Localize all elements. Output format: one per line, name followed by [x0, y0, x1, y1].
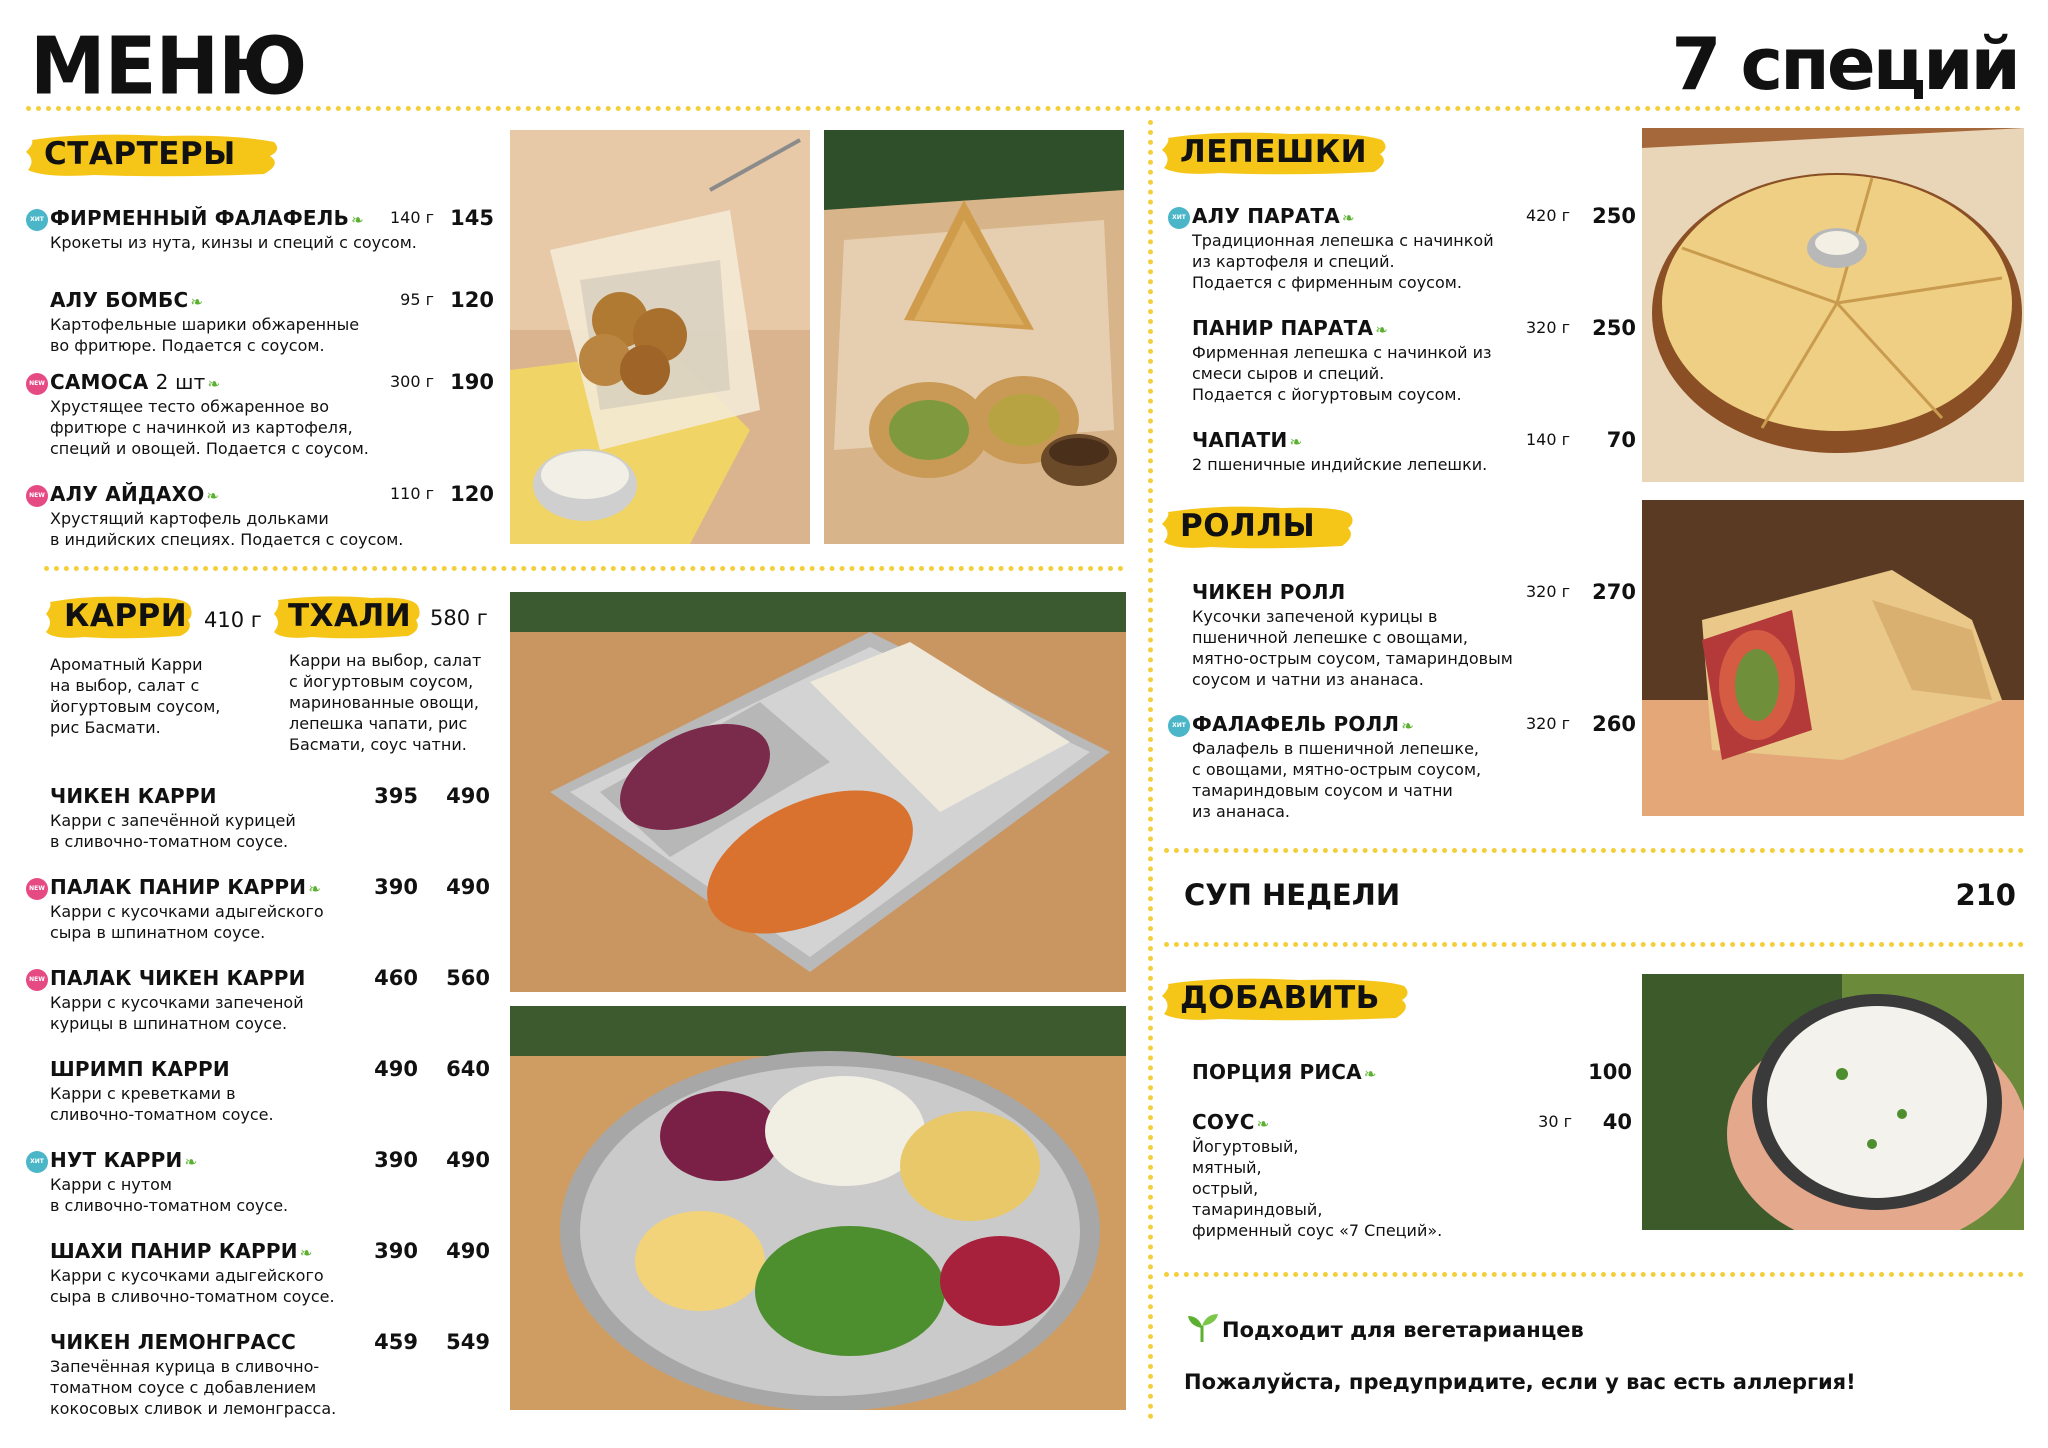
menu-item-name: [50, 1237, 312, 1267]
curry-price: 390: [374, 1148, 418, 1172]
leaf-icon: ❧: [308, 880, 321, 898]
desc-line: Хрустящее тесто обжаренное во: [50, 397, 330, 416]
curry-price: 390: [374, 1239, 418, 1263]
menu-item: [1172, 710, 1636, 822]
thali-price: 490: [446, 784, 490, 808]
menu-item-name: [50, 964, 306, 992]
menu-item-header: [50, 782, 490, 810]
menu-item-header: [29, 480, 494, 508]
allergy-note: Пожалуйста, предупридите, если у вас есть аллергия!: [1184, 1370, 1856, 1394]
menu-item-title: ЧИКЕН КАРРИ: [50, 784, 217, 808]
starters-divider: [44, 566, 1124, 571]
menu-item: [29, 964, 490, 1034]
menu-item: [50, 1328, 490, 1419]
desc-line: маринованные овощи,: [289, 693, 479, 712]
menu-item-weight: 320 г: [1525, 714, 1570, 733]
thali-price: 490: [446, 875, 490, 899]
menu-item-header: [29, 873, 490, 901]
desc-line: фритюре с начинкой из картофеля,: [50, 418, 353, 437]
thali-plate-photo: [510, 1006, 1126, 1410]
leaf-icon: ❧: [1363, 1065, 1377, 1083]
menu-item-price: 100: [1588, 1060, 1632, 1084]
leaf-icon: ❧: [184, 1153, 198, 1171]
menu-item-name: [1192, 202, 1355, 232]
menu-item: [50, 1237, 490, 1307]
menu-item-header: [50, 1055, 490, 1083]
thali-weight: 580 г: [430, 606, 488, 630]
menu-item-header: [29, 368, 494, 396]
curry-description: [50, 654, 250, 738]
new-badge: NEW: [26, 878, 48, 900]
roll-photo: [1642, 500, 2024, 816]
menu-item-header: [50, 286, 494, 314]
menu-item: [29, 368, 494, 459]
desc-line: острый,: [1192, 1179, 1259, 1198]
leaf-icon: ❧: [1401, 717, 1414, 735]
menu-item-title: АЛУ АЙДАХО: [50, 482, 205, 506]
menu-item-header: [50, 1328, 490, 1356]
desc-line: Фирменная лепешка с начинкой из: [1192, 343, 1492, 362]
menu-item-name: [50, 782, 217, 810]
menu-item-name: [50, 286, 203, 316]
menu-item-header: [1192, 426, 1636, 454]
menu-item-title: АЛУ ПАРАТА: [1192, 204, 1340, 228]
section-starters-header: [24, 130, 286, 180]
menu-item-description: [50, 396, 494, 459]
section-flatbreads-header: [1160, 128, 1390, 178]
menu-item-price: 270: [1592, 580, 1636, 604]
menu-item-header: [1192, 578, 1636, 606]
desc-line: Хрустящий картофель дольками: [50, 509, 329, 528]
desc-line: тамариндовым соусом и чатни: [1192, 781, 1453, 800]
menu-item-price: 250: [1592, 316, 1636, 340]
samosa-photo: [824, 130, 1124, 544]
rice-bowl-photo: [1642, 974, 2024, 1230]
desc-line: рис Басмати.: [50, 718, 161, 737]
menu-item-price: 40: [1602, 1110, 1632, 1134]
menu-item: [29, 873, 490, 943]
menu-item-description: [50, 992, 490, 1034]
desc-line: Карри с нутом: [50, 1175, 172, 1194]
menu-item-weight: 300 г: [389, 372, 434, 391]
leaf-icon: ❧: [299, 1244, 313, 1262]
menu-item-weight: 140 г: [389, 208, 434, 227]
menu-item-title: СОУС: [1192, 1110, 1255, 1134]
menu-item-weight: 95 г: [400, 290, 434, 309]
menu-item-name: [1192, 426, 1302, 456]
leaf-icon: [1184, 1312, 1220, 1342]
desc-line: специй и овощей. Подается с соусом.: [50, 439, 369, 458]
leaf-icon: ❧: [1256, 1115, 1270, 1133]
desc-line: соусом и чатни из ананаса.: [1192, 670, 1424, 689]
menu-item-title: ЧИКЕН РОЛЛ: [1192, 580, 1346, 604]
desc-line: сливочно-томатном соусе.: [50, 1105, 274, 1124]
menu-item-description: [50, 810, 490, 852]
menu-item-name: [1192, 578, 1346, 606]
menu-item-name: [1192, 710, 1414, 740]
thali-price: 490: [446, 1239, 490, 1263]
menu-item-price: 120: [450, 482, 494, 506]
desc-line: Йогуртовый,: [1192, 1137, 1299, 1156]
desc-line: на выбор, салат с: [50, 676, 200, 695]
thali-price: 490: [446, 1148, 490, 1172]
desc-line: Карри на выбор, салат: [289, 651, 482, 670]
thali-price: 640: [446, 1057, 490, 1081]
section-add-header: [1160, 974, 1412, 1024]
soup-of-week-price: 210: [1955, 878, 2016, 912]
desc-line: Кусочки запеченой курицы в: [1192, 607, 1438, 626]
section-curry-header: [44, 592, 194, 642]
desc-line: тамариндовый,: [1192, 1200, 1323, 1219]
curry-price: 490: [374, 1057, 418, 1081]
menu-item-description: [1192, 1136, 1632, 1241]
menu-item-title: ЧАПАТИ: [1192, 428, 1288, 452]
section-title: ДОБАВИТЬ: [1180, 980, 1380, 1016]
desc-line: Фалафель в пшеничной лепешке,: [1192, 739, 1479, 758]
menu-item-title: ШРИМП КАРРИ: [50, 1057, 230, 1081]
page-title: МЕНЮ: [30, 18, 307, 113]
menu-item-price: 70: [1606, 428, 1636, 452]
header-divider: [26, 106, 2022, 111]
desc-line: в индийских специях. Подается с соусом.: [50, 530, 404, 549]
menu-item-header: [30, 204, 494, 232]
menu-item-name: [1192, 314, 1388, 344]
menu-item-header: [30, 1146, 490, 1174]
curry-price: 459: [374, 1330, 418, 1354]
menu-item-header: [1172, 710, 1636, 738]
menu-item: [50, 286, 494, 356]
menu-item-description: [50, 314, 494, 356]
menu-item: [1192, 1058, 1632, 1086]
section-title: СТАРТЕРЫ: [44, 136, 236, 172]
menu-item: [1192, 314, 1636, 405]
menu-item-weight: 110 г: [389, 484, 434, 503]
desc-line: Басмати, соус чатни.: [289, 735, 467, 754]
menu-item-title: ПАЛАК ЧИКЕН КАРРИ: [50, 966, 306, 990]
section-title: РОЛЛЫ: [1180, 508, 1316, 544]
hit-badge: ХИТ: [1168, 207, 1190, 229]
desc-line: с овощами, мятно-острым соусом,: [1192, 760, 1482, 779]
leaf-icon: ❧: [1375, 321, 1388, 339]
menu-item-description: [50, 901, 490, 943]
menu-item-weight: 320 г: [1525, 582, 1570, 601]
new-badge: NEW: [26, 373, 48, 395]
thali-price: 560: [446, 966, 490, 990]
hit-badge: ХИТ: [1168, 715, 1190, 737]
menu-item-name: [1192, 1058, 1377, 1088]
menu-item: [50, 1055, 490, 1125]
desc-line: сыра в шпинатном соусе.: [50, 923, 266, 942]
menu-item-description: [50, 1083, 490, 1125]
leaf-icon: ❧: [351, 211, 364, 229]
new-badge: NEW: [26, 969, 48, 991]
column-divider: [1148, 120, 1153, 1420]
menu-item-name: [50, 1055, 230, 1083]
menu-item-price: 190: [450, 370, 494, 394]
menu-item-quantity: 2 шт: [155, 370, 206, 394]
menu-item-description: [50, 1174, 490, 1216]
curry-price: 395: [374, 784, 418, 808]
menu-item-header: [1192, 1108, 1632, 1136]
new-badge: NEW: [26, 485, 48, 507]
desc-line: мятно-острым соусом, тамариндовым: [1192, 649, 1513, 668]
menu-item-description: [1192, 230, 1636, 293]
desc-line: Карри с кусочками адыгейского: [50, 902, 324, 921]
section-title: КАРРИ: [64, 598, 188, 634]
desc-line: с йогуртовым соусом,: [289, 672, 474, 691]
curry-weight: 410 г: [204, 608, 262, 632]
menu-item-weight: 30 г: [1538, 1112, 1572, 1131]
desc-line: Подается с фирменным соусом.: [1192, 273, 1462, 292]
menu-item-header: [1192, 1058, 1632, 1086]
thali-description: [289, 650, 489, 755]
desc-line: кокосовых сливок и лемонграсса.: [50, 1399, 337, 1418]
leaf-icon: ❧: [207, 375, 221, 393]
menu-item-header: [50, 1237, 490, 1265]
menu-item-title: ФАЛАФЕЛЬ РОЛЛ: [1192, 712, 1400, 736]
desc-line: смеси сыров и специй.: [1192, 364, 1385, 383]
desc-line: во фритюре. Подается с соусом.: [50, 336, 325, 355]
menu-item-name: [50, 1328, 296, 1356]
desc-line: Запечённая курица в сливочно-: [50, 1357, 320, 1376]
falafel-photo: [510, 130, 810, 544]
menu-item-title: ШАХИ ПАНИР КАРРИ: [50, 1239, 298, 1263]
menu-item-name: [1192, 1108, 1269, 1138]
menu-item-weight: 140 г: [1525, 430, 1570, 449]
menu-item: [30, 204, 494, 253]
menu-item-description: [1192, 342, 1636, 405]
desc-line: йогуртовым соусом,: [50, 697, 221, 716]
curry-price: 460: [374, 966, 418, 990]
desc-line: пшеничной лепешке с овощами,: [1192, 628, 1468, 647]
leaf-icon: ❧: [1341, 209, 1355, 227]
desc-line: фирменный соус «7 Специй».: [1192, 1221, 1443, 1240]
leaf-icon: ❧: [190, 293, 204, 311]
desc-line: томатном соусе с добавлением: [50, 1378, 317, 1397]
menu-item-header: [1172, 202, 1636, 230]
menu-item: [1192, 1108, 1632, 1241]
desc-line: Ароматный Карри: [50, 655, 203, 674]
menu-item-name: [50, 873, 321, 903]
menu-item: [1192, 578, 1636, 690]
menu-item-title: НУТ КАРРИ: [50, 1148, 183, 1172]
section-rolls-header: [1160, 502, 1356, 552]
desc-line: Крокеты из нута, кинзы и специй с соусом.: [50, 233, 417, 252]
menu-item-header: [1192, 314, 1636, 342]
menu-item-price: 250: [1592, 204, 1636, 228]
section-title: ТХАЛИ: [288, 598, 412, 634]
hit-badge: ХИТ: [26, 209, 48, 231]
leaf-icon: ❧: [206, 487, 220, 505]
menu-item-title: АЛУ БОМБС: [50, 288, 189, 312]
desc-line: Карри с кусочками запеченой: [50, 993, 304, 1012]
desc-line: 2 пшеничные индийские лепешки.: [1192, 455, 1488, 474]
menu-item-weight: 320 г: [1525, 318, 1570, 337]
desc-line: Карри с креветками в: [50, 1084, 236, 1103]
soup-of-week-name: СУП НЕДЕЛИ: [1184, 878, 1401, 912]
desc-line: в сливочно-томатном соусе.: [50, 832, 289, 851]
curry-tray-photo: [510, 592, 1126, 992]
menu-item-description: [50, 1356, 490, 1419]
section-thali-header: [272, 592, 422, 642]
menu-item-title: САМОСА: [50, 370, 149, 394]
menu-item-price: 260: [1592, 712, 1636, 736]
menu-item-description: [50, 232, 494, 253]
section-title: ЛЕПЕШКИ: [1180, 134, 1368, 170]
add-divider: [1164, 1272, 2024, 1277]
leaf-icon: ❧: [1289, 433, 1303, 451]
menu-item-title: ПОРЦИЯ РИСА: [1192, 1060, 1362, 1084]
vegetarian-note-text: Подходит для вегетарианцев: [1222, 1318, 1584, 1342]
desc-line: в сливочно-томатном соусе.: [50, 1196, 289, 1215]
brand-logo: 7 специй: [1671, 22, 2018, 106]
desc-line: из картофеля и специй.: [1192, 252, 1395, 271]
menu-item: [29, 480, 494, 550]
desc-line: сыра в сливочно-томатном соусе.: [50, 1287, 335, 1306]
menu-item-header: [29, 964, 490, 992]
desc-line: курицы в шпинатном соусе.: [50, 1014, 288, 1033]
curry-price: 390: [374, 875, 418, 899]
rolls-divider: [1164, 848, 2024, 853]
menu-item: [50, 782, 490, 852]
menu-item-title: ФИРМЕННЫЙ ФАЛАФЕЛЬ: [50, 206, 350, 230]
menu-item-description: [1192, 606, 1636, 690]
menu-item-description: [1192, 738, 1636, 822]
menu-item-title: ПАЛАК ПАНИР КАРРИ: [50, 875, 307, 899]
menu-item-title: ЧИКЕН ЛЕМОНГРАСС: [50, 1330, 296, 1354]
desc-line: Карри с запечённой курицей: [50, 811, 296, 830]
menu-item-description: [1192, 454, 1636, 475]
menu-item: [1192, 426, 1636, 475]
desc-line: мятный,: [1192, 1158, 1262, 1177]
soup-divider: [1164, 942, 2024, 947]
thali-price: 549: [446, 1330, 490, 1354]
menu-item-name: [50, 368, 220, 398]
desc-line: из ананаса.: [1192, 802, 1291, 821]
desc-line: Картофельные шарики обжаренные: [50, 315, 360, 334]
desc-line: Подается с йогуртовым соусом.: [1192, 385, 1462, 404]
desc-line: Карри с кусочками адыгейского: [50, 1266, 324, 1285]
desc-line: лепешка чапати, рис: [289, 714, 468, 733]
paratha-photo: [1642, 128, 2024, 482]
menu-item-title: ПАНИР ПАРАТА: [1192, 316, 1374, 340]
menu-item-description: [50, 508, 494, 550]
menu-item-name: [50, 204, 364, 234]
menu-item-name: [50, 1146, 197, 1176]
menu-item-weight: 420 г: [1525, 206, 1570, 225]
menu-item: [1172, 202, 1636, 293]
menu-item-price: 120: [450, 288, 494, 312]
hit-badge: ХИТ: [26, 1151, 48, 1173]
desc-line: Традиционная лепешка с начинкой: [1192, 231, 1494, 250]
menu-item: [30, 1146, 490, 1216]
menu-item-price: 145: [450, 206, 494, 230]
menu-item-description: [50, 1265, 490, 1307]
menu-item-name: [50, 480, 219, 510]
